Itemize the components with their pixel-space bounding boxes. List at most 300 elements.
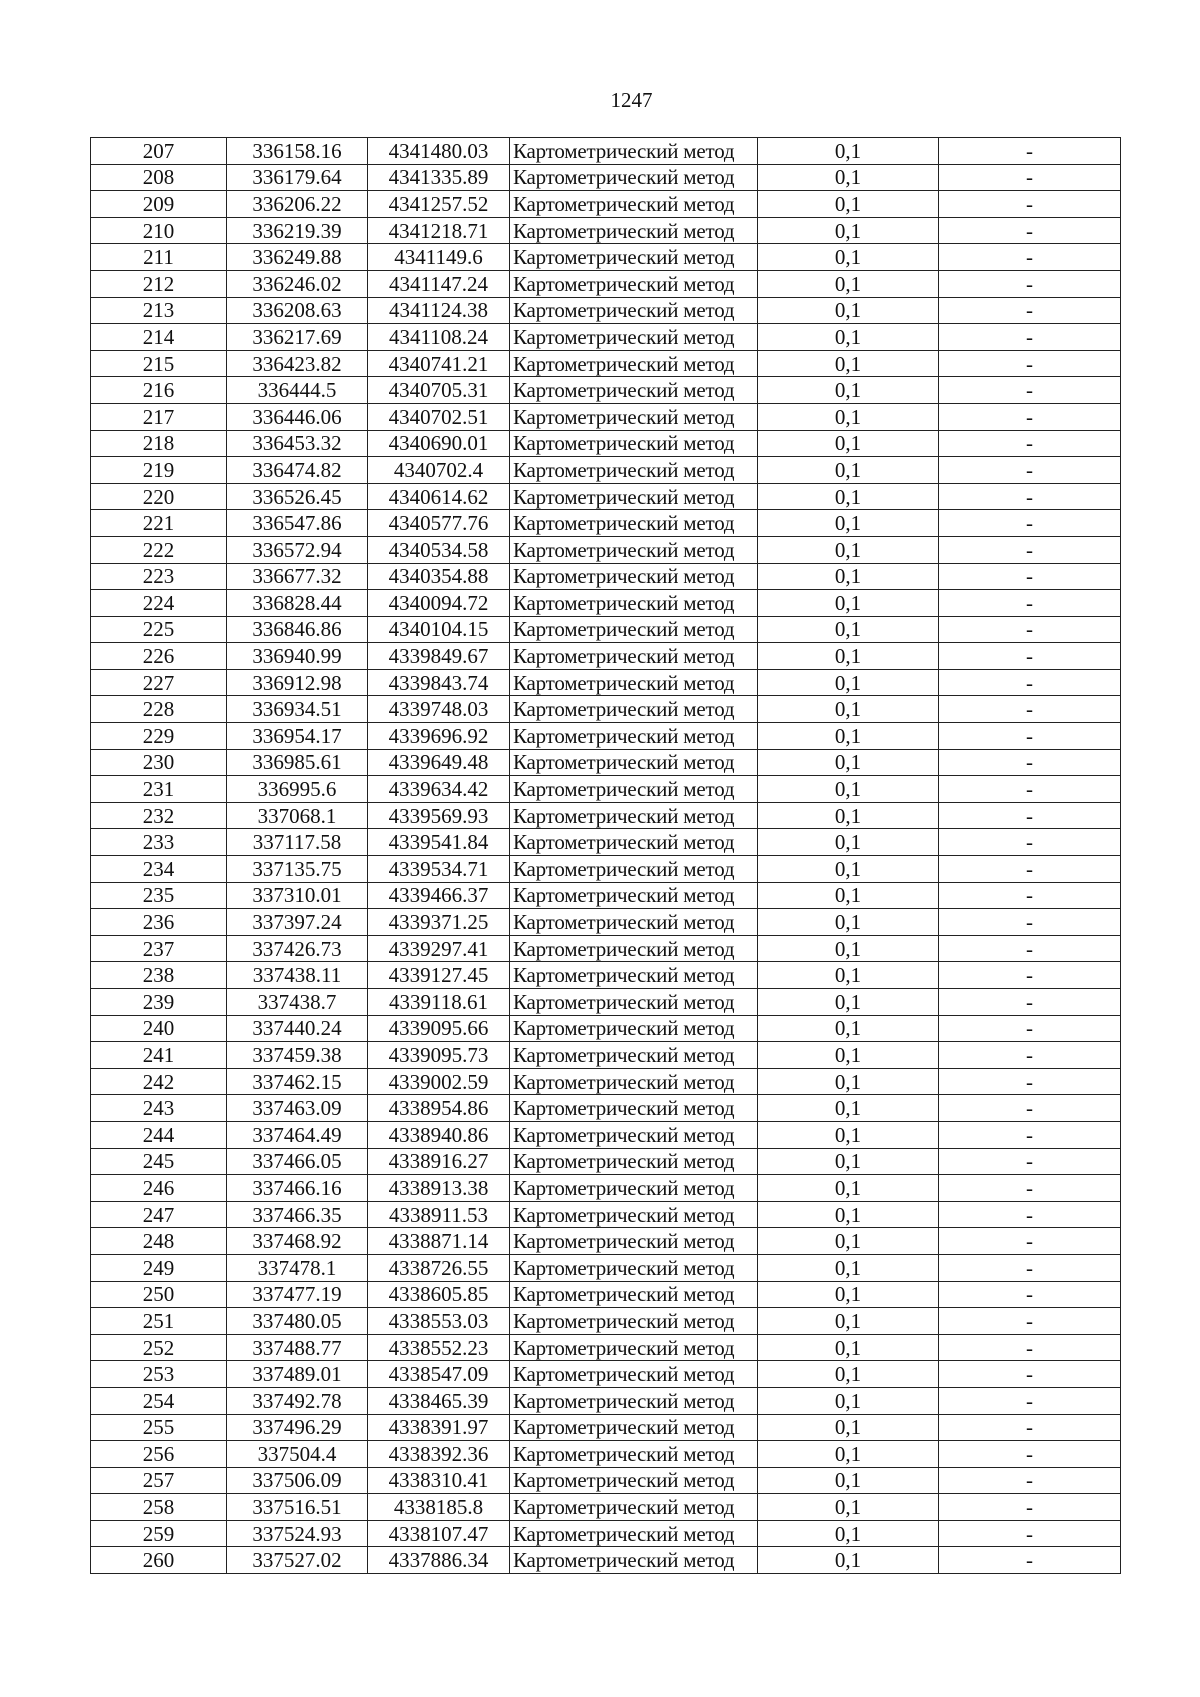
point-number-cell: 240	[91, 1015, 227, 1042]
note-cell: -	[939, 882, 1121, 909]
table-row	[91, 403, 1121, 430]
table-row	[91, 1547, 1121, 1574]
accuracy-cell: 0,1	[758, 882, 939, 909]
point-number-cell: 248	[91, 1228, 227, 1255]
accuracy-cell: 0,1	[758, 1308, 939, 1335]
method-cell: Картометрический метод	[510, 510, 758, 537]
note-cell: -	[939, 776, 1121, 803]
x-coordinate-cell: 337310.01	[227, 882, 368, 909]
accuracy-cell: 0,1	[758, 962, 939, 989]
point-number-cell: 243	[91, 1095, 227, 1122]
point-number-cell: 209	[91, 191, 227, 218]
point-number-cell: 216	[91, 377, 227, 404]
table-row	[91, 723, 1121, 750]
note-cell: -	[939, 1387, 1121, 1414]
point-number-cell: 251	[91, 1308, 227, 1335]
x-coordinate-cell: 337466.16	[227, 1175, 368, 1202]
method-cell: Картометрический метод	[510, 217, 758, 244]
table-row	[91, 989, 1121, 1016]
method-cell: Картометрический метод	[510, 856, 758, 883]
x-coordinate-cell: 337440.24	[227, 1015, 368, 1042]
point-number-cell: 227	[91, 669, 227, 696]
point-number-cell: 230	[91, 749, 227, 776]
note-cell: -	[939, 510, 1121, 537]
method-cell: Картометрический метод	[510, 1494, 758, 1521]
point-number-cell: 218	[91, 430, 227, 457]
accuracy-cell: 0,1	[758, 1201, 939, 1228]
method-cell: Картометрический метод	[510, 244, 758, 271]
accuracy-cell: 0,1	[758, 1494, 939, 1521]
note-cell: -	[939, 749, 1121, 776]
table-row	[91, 1095, 1121, 1122]
y-coordinate-cell: 4339127.45	[368, 962, 510, 989]
y-coordinate-cell: 4338726.55	[368, 1254, 510, 1281]
method-cell: Картометрический метод	[510, 324, 758, 351]
point-number-cell: 214	[91, 324, 227, 351]
method-cell: Картометрический метод	[510, 1547, 758, 1574]
y-coordinate-cell: 4341257.52	[368, 191, 510, 218]
table-row	[91, 377, 1121, 404]
method-cell: Картометрический метод	[510, 297, 758, 324]
note-cell: -	[939, 1175, 1121, 1202]
point-number-cell: 235	[91, 882, 227, 909]
point-number-cell: 250	[91, 1281, 227, 1308]
point-number-cell: 223	[91, 563, 227, 590]
point-number-cell: 233	[91, 829, 227, 856]
x-coordinate-cell: 336940.99	[227, 643, 368, 670]
method-cell: Картометрический метод	[510, 164, 758, 191]
table-row	[91, 217, 1121, 244]
y-coordinate-cell: 4340577.76	[368, 510, 510, 537]
point-number-cell: 247	[91, 1201, 227, 1228]
x-coordinate-cell: 337477.19	[227, 1281, 368, 1308]
note-cell: -	[939, 590, 1121, 617]
note-cell: -	[939, 1308, 1121, 1335]
y-coordinate-cell: 4341124.38	[368, 297, 510, 324]
table-row	[91, 1520, 1121, 1547]
note-cell: -	[939, 989, 1121, 1016]
accuracy-cell: 0,1	[758, 536, 939, 563]
point-number-cell: 220	[91, 483, 227, 510]
x-coordinate-cell: 337463.09	[227, 1095, 368, 1122]
table-row	[91, 1148, 1121, 1175]
method-cell: Картометрический метод	[510, 1148, 758, 1175]
table-row	[91, 1281, 1121, 1308]
point-number-cell: 231	[91, 776, 227, 803]
accuracy-cell: 0,1	[758, 829, 939, 856]
method-cell: Картометрический метод	[510, 1387, 758, 1414]
note-cell: -	[939, 1121, 1121, 1148]
y-coordinate-cell: 4339849.67	[368, 643, 510, 670]
x-coordinate-cell: 336453.32	[227, 430, 368, 457]
accuracy-cell: 0,1	[758, 217, 939, 244]
accuracy-cell: 0,1	[758, 1441, 939, 1468]
coordinates-table-body	[91, 138, 1121, 1574]
note-cell: -	[939, 802, 1121, 829]
method-cell: Картометрический метод	[510, 138, 758, 165]
note-cell: -	[939, 1361, 1121, 1388]
method-cell: Картометрический метод	[510, 935, 758, 962]
accuracy-cell: 0,1	[758, 590, 939, 617]
note-cell: -	[939, 723, 1121, 750]
x-coordinate-cell: 336446.06	[227, 403, 368, 430]
table-row	[91, 457, 1121, 484]
point-number-cell: 212	[91, 270, 227, 297]
note-cell: -	[939, 324, 1121, 351]
table-row	[91, 297, 1121, 324]
point-number-cell: 239	[91, 989, 227, 1016]
y-coordinate-cell: 4339095.66	[368, 1015, 510, 1042]
y-coordinate-cell: 4339534.71	[368, 856, 510, 883]
y-coordinate-cell: 4340614.62	[368, 483, 510, 510]
note-cell: -	[939, 297, 1121, 324]
table-row	[91, 1121, 1121, 1148]
note-cell: -	[939, 377, 1121, 404]
table-row	[91, 1308, 1121, 1335]
x-coordinate-cell: 337135.75	[227, 856, 368, 883]
table-row	[91, 164, 1121, 191]
table-row	[91, 856, 1121, 883]
note-cell: -	[939, 669, 1121, 696]
accuracy-cell: 0,1	[758, 430, 939, 457]
note-cell: -	[939, 1334, 1121, 1361]
x-coordinate-cell: 336828.44	[227, 590, 368, 617]
y-coordinate-cell: 4339466.37	[368, 882, 510, 909]
method-cell: Картометрический метод	[510, 829, 758, 856]
y-coordinate-cell: 4340094.72	[368, 590, 510, 617]
y-coordinate-cell: 4339634.42	[368, 776, 510, 803]
y-coordinate-cell: 4338310.41	[368, 1467, 510, 1494]
note-cell: -	[939, 962, 1121, 989]
accuracy-cell: 0,1	[758, 244, 939, 271]
x-coordinate-cell: 336444.5	[227, 377, 368, 404]
accuracy-cell: 0,1	[758, 164, 939, 191]
note-cell: -	[939, 350, 1121, 377]
accuracy-cell: 0,1	[758, 1334, 939, 1361]
accuracy-cell: 0,1	[758, 1520, 939, 1547]
accuracy-cell: 0,1	[758, 1175, 939, 1202]
point-number-cell: 256	[91, 1441, 227, 1468]
method-cell: Картометрический метод	[510, 1042, 758, 1069]
y-coordinate-cell: 4341108.24	[368, 324, 510, 351]
method-cell: Картометрический метод	[510, 1520, 758, 1547]
method-cell: Картометрический метод	[510, 403, 758, 430]
accuracy-cell: 0,1	[758, 1254, 939, 1281]
x-coordinate-cell: 337068.1	[227, 802, 368, 829]
accuracy-cell: 0,1	[758, 377, 939, 404]
note-cell: -	[939, 138, 1121, 165]
method-cell: Картометрический метод	[510, 483, 758, 510]
table-row	[91, 1254, 1121, 1281]
y-coordinate-cell: 4339843.74	[368, 669, 510, 696]
table-row	[91, 1042, 1121, 1069]
point-number-cell: 260	[91, 1547, 227, 1574]
y-coordinate-cell: 4339649.48	[368, 749, 510, 776]
accuracy-cell: 0,1	[758, 270, 939, 297]
y-coordinate-cell: 4338553.03	[368, 1308, 510, 1335]
table-row	[91, 1175, 1121, 1202]
y-coordinate-cell: 4338465.39	[368, 1387, 510, 1414]
x-coordinate-cell: 337459.38	[227, 1042, 368, 1069]
note-cell: -	[939, 244, 1121, 271]
x-coordinate-cell: 337464.49	[227, 1121, 368, 1148]
accuracy-cell: 0,1	[758, 350, 939, 377]
table-row	[91, 590, 1121, 617]
y-coordinate-cell: 4339371.25	[368, 909, 510, 936]
point-number-cell: 241	[91, 1042, 227, 1069]
y-coordinate-cell: 4341147.24	[368, 270, 510, 297]
y-coordinate-cell: 4338391.97	[368, 1414, 510, 1441]
accuracy-cell: 0,1	[758, 749, 939, 776]
x-coordinate-cell: 337496.29	[227, 1414, 368, 1441]
note-cell: -	[939, 1467, 1121, 1494]
note-cell: -	[939, 1015, 1121, 1042]
x-coordinate-cell: 337466.35	[227, 1201, 368, 1228]
method-cell: Картометрический метод	[510, 1228, 758, 1255]
note-cell: -	[939, 1254, 1121, 1281]
x-coordinate-cell: 336526.45	[227, 483, 368, 510]
table-row	[91, 1068, 1121, 1095]
table-row	[91, 1228, 1121, 1255]
x-coordinate-cell: 336677.32	[227, 563, 368, 590]
table-row	[91, 749, 1121, 776]
method-cell: Картометрический метод	[510, 1175, 758, 1202]
table-row	[91, 244, 1121, 271]
table-row	[91, 1015, 1121, 1042]
table-row	[91, 350, 1121, 377]
y-coordinate-cell: 4339297.41	[368, 935, 510, 962]
table-row	[91, 1387, 1121, 1414]
note-cell: -	[939, 935, 1121, 962]
point-number-cell: 211	[91, 244, 227, 271]
note-cell: -	[939, 483, 1121, 510]
table-row	[91, 669, 1121, 696]
table-row	[91, 1441, 1121, 1468]
table-row	[91, 909, 1121, 936]
note-cell: -	[939, 403, 1121, 430]
page-number: 1247	[610, 88, 653, 112]
point-number-cell: 258	[91, 1494, 227, 1521]
note-cell: -	[939, 1095, 1121, 1122]
x-coordinate-cell: 337468.92	[227, 1228, 368, 1255]
accuracy-cell: 0,1	[758, 1361, 939, 1388]
table-row	[91, 1201, 1121, 1228]
x-coordinate-cell: 337488.77	[227, 1334, 368, 1361]
table-row	[91, 536, 1121, 563]
x-coordinate-cell: 336547.86	[227, 510, 368, 537]
note-cell: -	[939, 536, 1121, 563]
y-coordinate-cell: 4340354.88	[368, 563, 510, 590]
accuracy-cell: 0,1	[758, 909, 939, 936]
x-coordinate-cell: 337489.01	[227, 1361, 368, 1388]
y-coordinate-cell: 4338552.23	[368, 1334, 510, 1361]
y-coordinate-cell: 4338911.53	[368, 1201, 510, 1228]
table-row	[91, 1414, 1121, 1441]
accuracy-cell: 0,1	[758, 723, 939, 750]
accuracy-cell: 0,1	[758, 324, 939, 351]
note-cell: -	[939, 856, 1121, 883]
note-cell: -	[939, 457, 1121, 484]
point-number-cell: 245	[91, 1148, 227, 1175]
note-cell: -	[939, 270, 1121, 297]
x-coordinate-cell: 336846.86	[227, 616, 368, 643]
table-row	[91, 563, 1121, 590]
point-number-cell: 246	[91, 1175, 227, 1202]
method-cell: Картометрический метод	[510, 1068, 758, 1095]
point-number-cell: 213	[91, 297, 227, 324]
method-cell: Картометрический метод	[510, 563, 758, 590]
y-coordinate-cell: 4341149.6	[368, 244, 510, 271]
x-coordinate-cell: 337527.02	[227, 1547, 368, 1574]
method-cell: Картометрический метод	[510, 1414, 758, 1441]
point-number-cell: 210	[91, 217, 227, 244]
accuracy-cell: 0,1	[758, 1148, 939, 1175]
method-cell: Картометрический метод	[510, 1121, 758, 1148]
table-row	[91, 962, 1121, 989]
x-coordinate-cell: 336934.51	[227, 696, 368, 723]
table-row	[91, 616, 1121, 643]
x-coordinate-cell: 336423.82	[227, 350, 368, 377]
method-cell: Картометрический метод	[510, 669, 758, 696]
table-row	[91, 430, 1121, 457]
note-cell: -	[939, 1201, 1121, 1228]
method-cell: Картометрический метод	[510, 191, 758, 218]
point-number-cell: 252	[91, 1334, 227, 1361]
y-coordinate-cell: 4340104.15	[368, 616, 510, 643]
x-coordinate-cell: 337524.93	[227, 1520, 368, 1547]
x-coordinate-cell: 336995.6	[227, 776, 368, 803]
y-coordinate-cell: 4338913.38	[368, 1175, 510, 1202]
accuracy-cell: 0,1	[758, 191, 939, 218]
y-coordinate-cell: 4339696.92	[368, 723, 510, 750]
table-row	[91, 510, 1121, 537]
accuracy-cell: 0,1	[758, 856, 939, 883]
note-cell: -	[939, 909, 1121, 936]
y-coordinate-cell: 4341218.71	[368, 217, 510, 244]
y-coordinate-cell: 4340690.01	[368, 430, 510, 457]
table-row	[91, 483, 1121, 510]
x-coordinate-cell: 337506.09	[227, 1467, 368, 1494]
x-coordinate-cell: 336954.17	[227, 723, 368, 750]
y-coordinate-cell: 4338940.86	[368, 1121, 510, 1148]
y-coordinate-cell: 4339569.93	[368, 802, 510, 829]
accuracy-cell: 0,1	[758, 1547, 939, 1574]
accuracy-cell: 0,1	[758, 776, 939, 803]
method-cell: Картометрический метод	[510, 350, 758, 377]
method-cell: Картометрический метод	[510, 1015, 758, 1042]
y-coordinate-cell: 4337886.34	[368, 1547, 510, 1574]
x-coordinate-cell: 337397.24	[227, 909, 368, 936]
point-number-cell: 225	[91, 616, 227, 643]
x-coordinate-cell: 336179.64	[227, 164, 368, 191]
note-cell: -	[939, 217, 1121, 244]
note-cell: -	[939, 1068, 1121, 1095]
method-cell: Картометрический метод	[510, 1201, 758, 1228]
x-coordinate-cell: 336474.82	[227, 457, 368, 484]
note-cell: -	[939, 1547, 1121, 1574]
accuracy-cell: 0,1	[758, 1121, 939, 1148]
x-coordinate-cell: 337462.15	[227, 1068, 368, 1095]
point-number-cell: 255	[91, 1414, 227, 1441]
table-row	[91, 270, 1121, 297]
point-number-cell: 229	[91, 723, 227, 750]
method-cell: Картометрический метод	[510, 1334, 758, 1361]
y-coordinate-cell: 4339002.59	[368, 1068, 510, 1095]
accuracy-cell: 0,1	[758, 403, 939, 430]
point-number-cell: 259	[91, 1520, 227, 1547]
table-row	[91, 935, 1121, 962]
y-coordinate-cell: 4338605.85	[368, 1281, 510, 1308]
accuracy-cell: 0,1	[758, 1228, 939, 1255]
accuracy-cell: 0,1	[758, 989, 939, 1016]
method-cell: Картометрический метод	[510, 1095, 758, 1122]
note-cell: -	[939, 696, 1121, 723]
method-cell: Картометрический метод	[510, 457, 758, 484]
note-cell: -	[939, 1520, 1121, 1547]
y-coordinate-cell: 4340702.4	[368, 457, 510, 484]
y-coordinate-cell: 4338871.14	[368, 1228, 510, 1255]
method-cell: Картометрический метод	[510, 723, 758, 750]
point-number-cell: 208	[91, 164, 227, 191]
y-coordinate-cell: 4338392.36	[368, 1441, 510, 1468]
point-number-cell: 236	[91, 909, 227, 936]
x-coordinate-cell: 337117.58	[227, 829, 368, 856]
x-coordinate-cell: 337504.4	[227, 1441, 368, 1468]
y-coordinate-cell: 4339748.03	[368, 696, 510, 723]
y-coordinate-cell: 4338954.86	[368, 1095, 510, 1122]
method-cell: Картометрический метод	[510, 616, 758, 643]
point-number-cell: 249	[91, 1254, 227, 1281]
method-cell: Картометрический метод	[510, 1254, 758, 1281]
accuracy-cell: 0,1	[758, 1015, 939, 1042]
point-number-cell: 242	[91, 1068, 227, 1095]
point-number-cell: 257	[91, 1467, 227, 1494]
table-row	[91, 696, 1121, 723]
table-row	[91, 643, 1121, 670]
x-coordinate-cell: 336246.02	[227, 270, 368, 297]
accuracy-cell: 0,1	[758, 643, 939, 670]
method-cell: Картометрический метод	[510, 590, 758, 617]
table-row	[91, 1334, 1121, 1361]
table-row	[91, 1361, 1121, 1388]
point-number-cell: 226	[91, 643, 227, 670]
accuracy-cell: 0,1	[758, 1467, 939, 1494]
note-cell: -	[939, 1042, 1121, 1069]
point-number-cell: 221	[91, 510, 227, 537]
method-cell: Картометрический метод	[510, 962, 758, 989]
point-number-cell: 237	[91, 935, 227, 962]
point-number-cell: 207	[91, 138, 227, 165]
x-coordinate-cell: 336572.94	[227, 536, 368, 563]
accuracy-cell: 0,1	[758, 935, 939, 962]
method-cell: Картометрический метод	[510, 882, 758, 909]
accuracy-cell: 0,1	[758, 696, 939, 723]
method-cell: Картометрический метод	[510, 1361, 758, 1388]
x-coordinate-cell: 336208.63	[227, 297, 368, 324]
point-number-cell: 217	[91, 403, 227, 430]
y-coordinate-cell: 4341335.89	[368, 164, 510, 191]
accuracy-cell: 0,1	[758, 1387, 939, 1414]
table-row	[91, 1494, 1121, 1521]
point-number-cell: 244	[91, 1121, 227, 1148]
method-cell: Картометрический метод	[510, 643, 758, 670]
x-coordinate-cell: 337466.05	[227, 1148, 368, 1175]
accuracy-cell: 0,1	[758, 1042, 939, 1069]
y-coordinate-cell: 4340702.51	[368, 403, 510, 430]
table-row	[91, 776, 1121, 803]
point-number-cell: 254	[91, 1387, 227, 1414]
table-row	[91, 802, 1121, 829]
